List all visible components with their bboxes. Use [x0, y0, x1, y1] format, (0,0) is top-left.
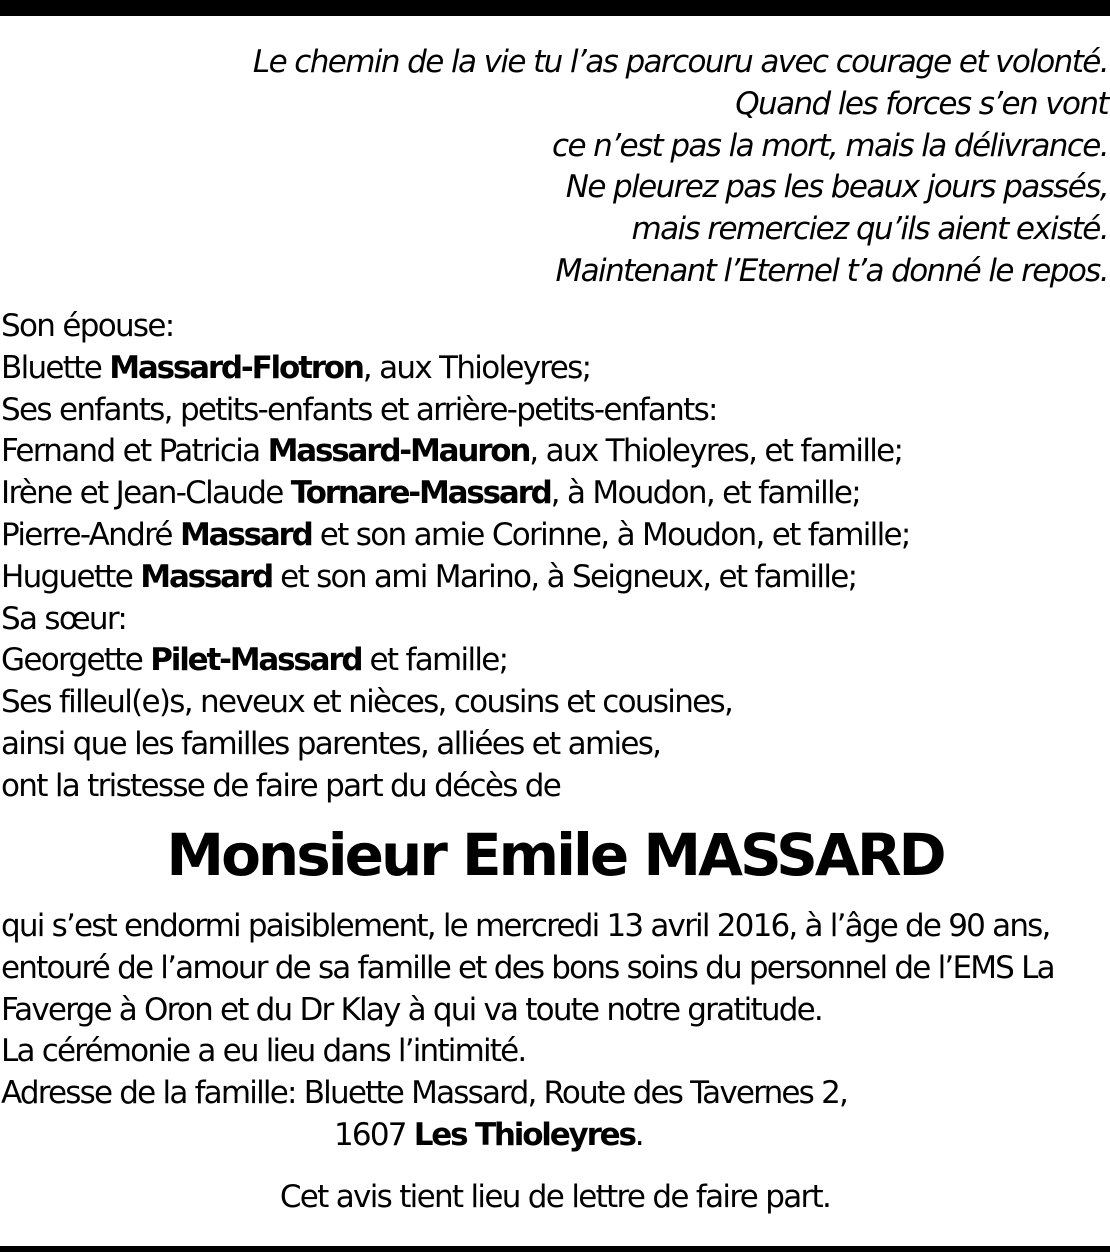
family-line: Sa sœur: [1, 600, 127, 637]
family-name: Massard-Mauron [267, 433, 530, 470]
details-line: La cérémonie a eu lieu dans l’intimité. [1, 1033, 526, 1070]
address-line [1, 1115, 1110, 1157]
family-line [1, 473, 1109, 515]
text-segment: , aux Thioleyres, et famille; [529, 433, 903, 470]
text-segment: , aux Thioleyres; [362, 349, 591, 386]
text-segment: Irène et Jean-Claude [1, 475, 291, 512]
poem-line: Maintenant l’Eternel t’a donné le repos. [555, 252, 1108, 289]
deceased-name-heading: Monsieur Emile MASSARD [166, 821, 944, 889]
text-segment: et son ami Marino, à Seigneux, et famille; [271, 558, 857, 595]
text-segment: , à Moudon, et famille; [550, 475, 861, 512]
poem-line: Le chemin de la vie tu l’as parcouru avec courage et volonté. [252, 44, 1108, 80]
poem-block [8, 42, 1108, 293]
details-line: Adresse de la famille: Bluette Massard, Route des Tavernes 2, [1, 1075, 848, 1112]
bottom-border-rule [0, 1246, 1110, 1252]
top-border-rule [0, 0, 1110, 16]
family-line: ont la tristesse de faire part du décès de [1, 767, 561, 804]
family-line [1, 348, 1109, 390]
family-name: Massard [179, 516, 312, 553]
family-name: Pilet-Massard [150, 642, 362, 679]
details-line: entouré de l’amour de sa famille et des bons soins du personnel de l’EMS La [1, 949, 1054, 986]
family-line: Son épouse: [1, 308, 174, 344]
text-segment: Georgette [1, 642, 151, 679]
details-line: Faverge à Oron et du Dr Klay à qui va toute notre gratitude. [1, 991, 822, 1028]
postal-code: 1607 [334, 1116, 414, 1153]
family-line [1, 640, 1109, 682]
text-segment: Pierre-André [1, 516, 180, 553]
text-segment: . [634, 1116, 643, 1153]
death-details [1, 906, 1110, 1157]
poem-line: Ne pleurez pas les beaux jours passés, [565, 169, 1108, 206]
family-line: Ses enfants, petits-enfants et arrière-petits-enfants: [1, 391, 717, 428]
text-segment: Huguette [1, 558, 141, 595]
text-segment: Bluette [1, 349, 110, 386]
text-segment: et famille; [361, 642, 508, 679]
family-name: Massard-Flotron [109, 349, 363, 386]
family-line [1, 557, 1109, 599]
family-line [1, 431, 1109, 473]
locality-name: Les Thioleyres [413, 1116, 635, 1153]
family-announcement [1, 306, 1109, 808]
closing-note: Cet avis tient lieu de lettre de faire part. [279, 1179, 831, 1215]
text-segment: Fernand et Patricia [1, 433, 268, 470]
family-line: ainsi que les familles parentes, alliées et amies, [1, 725, 661, 762]
family-name: Massard [140, 558, 272, 595]
text-segment: et son amie Corinne, à Moudon, et famille; [311, 516, 910, 553]
poem-line: mais remerciez qu’ils aient existé. [631, 211, 1108, 248]
poem-line: ce n’est pas la mort, mais la délivrance. [552, 127, 1108, 164]
details-line: qui s’est endormi paisiblement, le mercredi 13 avril 2016, à l’âge de 90 ans, [1, 908, 1050, 944]
family-line: Ses filleul(e)s, neveux et nièces, cousins et cousines, [1, 684, 733, 721]
family-line [1, 515, 1109, 557]
family-name: Tornare-Massard [290, 475, 551, 512]
poem-line: Quand les forces s’en vont [735, 85, 1108, 122]
